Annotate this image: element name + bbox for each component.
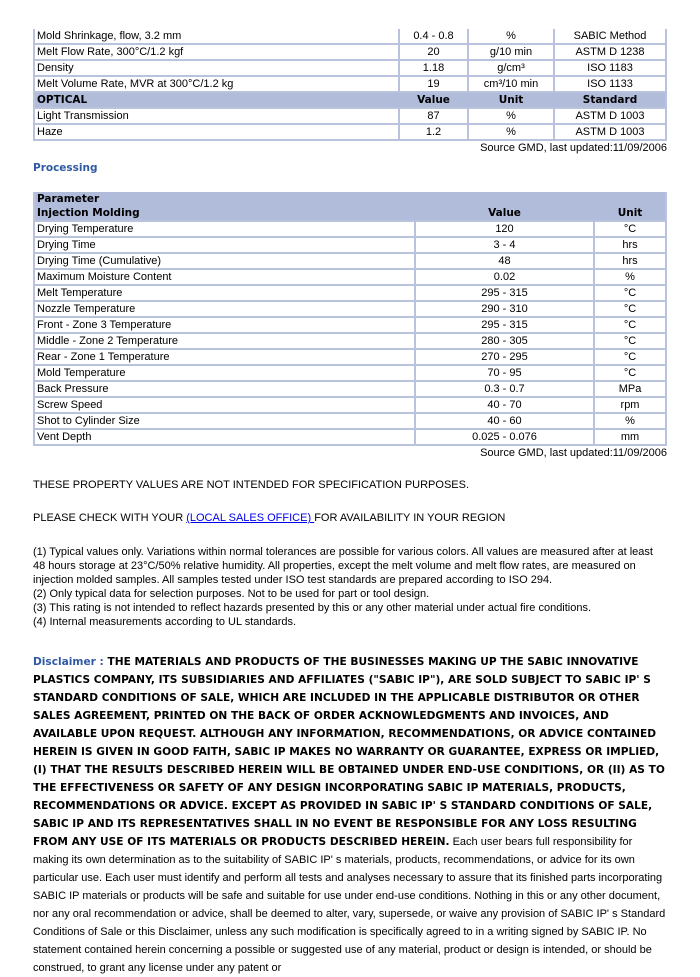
property-row <box>33 77 667 93</box>
property-unit: % <box>467 29 553 45</box>
parameter-unit: hrs <box>593 238 667 254</box>
properties-table <box>33 29 667 141</box>
local-sales-office-link[interactable]: (LOCAL SALES OFFICE) <box>186 512 315 524</box>
property-unit: g/cm³ <box>467 61 553 77</box>
parameter-value: 0.02 <box>414 270 593 286</box>
property-unit: % <box>467 125 553 141</box>
parameter-unit: °C <box>593 222 667 238</box>
parameter-value: 0.3 - 0.7 <box>414 382 593 398</box>
parameter-name: Nozzle Temperature <box>33 302 414 318</box>
processing-row <box>33 350 667 366</box>
injection-molding-header: Injection Molding <box>33 206 414 222</box>
processing-row <box>33 302 667 318</box>
parameter-name: Middle - Zone 2 Temperature <box>33 334 414 350</box>
parameter-unit: °C <box>593 334 667 350</box>
parameter-unit: rpm <box>593 398 667 414</box>
footnote-3: (3) This rating is not intended to reflect hazards presented by this or any other material under actual fire conditions. <box>33 602 592 614</box>
processing-row <box>33 238 667 254</box>
sales-office-notice <box>33 511 667 525</box>
property-row <box>33 29 667 45</box>
parameter-value: 280 - 305 <box>414 334 593 350</box>
property-unit: g/10 min <box>467 45 553 61</box>
property-standard: ASTM D 1238 <box>553 45 667 61</box>
properties-source-note: Source GMD, last updated:11/09/2006 <box>480 142 667 154</box>
property-standard: SABIC Method <box>553 29 667 45</box>
processing-row <box>33 254 667 270</box>
parameter-name: Mold Temperature <box>33 366 414 382</box>
optical-header-row <box>33 93 667 109</box>
parameter-name: Drying Time <box>33 238 414 254</box>
processing-row <box>33 334 667 350</box>
parameter-name: Back Pressure <box>33 382 414 398</box>
property-row <box>33 45 667 61</box>
parameter-unit: °C <box>593 366 667 382</box>
property-name: Mold Shrinkage, flow, 3.2 mm <box>33 29 398 45</box>
disclaimer-label: Disclaimer : <box>33 656 108 668</box>
footnote-2: (2) Only typical data for selection purposes. Not to be used for part or tool design. <box>33 588 430 600</box>
processing-row <box>33 398 667 414</box>
processing-row <box>33 366 667 382</box>
parameter-name: Drying Time (Cumulative) <box>33 254 414 270</box>
property-name: Light Transmission <box>33 109 398 125</box>
parameter-name: Melt Temperature <box>33 286 414 302</box>
property-row <box>33 125 667 141</box>
property-name: Density <box>33 61 398 77</box>
parameter-value: 3 - 4 <box>414 238 593 254</box>
datasheet-page <box>33 29 667 977</box>
parameter-value: 295 - 315 <box>414 286 593 302</box>
processing-header-top <box>33 192 667 206</box>
property-name: Melt Volume Rate, MVR at 300°C/1.2 kg <box>33 77 398 93</box>
parameter-value: 295 - 315 <box>414 318 593 334</box>
parameter-unit: hrs <box>593 254 667 270</box>
property-row <box>33 61 667 77</box>
parameter-name: Shot to Cylinder Size <box>33 414 414 430</box>
processing-row <box>33 318 667 334</box>
parameter-name: Front - Zone 3 Temperature <box>33 318 414 334</box>
property-unit: cm³/10 min <box>467 77 553 93</box>
property-name: OPTICAL <box>33 93 398 109</box>
property-value: 20 <box>398 45 467 61</box>
sales-office-suffix: FOR AVAILABILITY IN YOUR REGION <box>314 512 506 524</box>
sales-office-prefix: PLEASE CHECK WITH YOUR <box>33 512 187 524</box>
processing-row <box>33 222 667 238</box>
parameter-unit: MPa <box>593 382 667 398</box>
processing-section-title: Processing <box>33 162 98 174</box>
property-value: 0.4 - 0.8 <box>398 29 467 45</box>
footnote-4: (4) Internal measurements according to UL standards. <box>33 616 297 628</box>
parameter-unit: °C <box>593 286 667 302</box>
processing-row <box>33 430 667 446</box>
processing-source-note: Source GMD, last updated:11/09/2006 <box>480 447 667 459</box>
parameter-value: 70 - 95 <box>414 366 593 382</box>
parameter-unit: °C <box>593 318 667 334</box>
property-unit: % <box>467 109 553 125</box>
parameter-unit: % <box>593 270 667 286</box>
parameter-value: 290 - 310 <box>414 302 593 318</box>
parameter-value: 0.025 - 0.076 <box>414 430 593 446</box>
processing-row <box>33 286 667 302</box>
property-standard: ASTM D 1003 <box>553 109 667 125</box>
unit-header: Unit <box>593 206 667 222</box>
disclaimer-bold-text: THE MATERIALS AND PRODUCTS OF THE BUSINESSES MAKING UP THE SABIC INNOVATIVE PLASTICS COMPANY, ITS SUBSIDIARIES AND AFFILIATES ("SABIC IP"), ARE SOLD SUBJECT TO SABIC IP' S STANDARD CONDITIONS OF SALE, WHICH ARE INCLUDED IN THE APPLICABLE DISTRIBUTOR OR OTHER SALES AGREEMENT, PRINTED ON THE BACK OF ORDER ACKNOWLEDGMENTS AND INVOICES, AND AVAILABLE UPON REQUEST. ALTHOUGH ANY INFORMATION, RECOMMENDATIONS, OR ADVICE CONTAINED HEREIN IS GIVEN IN GOOD FAITH, SABIC IP MAKES NO WARRANTY OR GUARANTEE, EXPRESS OR IMPLIED, (I) THAT THE RESULTS DESCRIBED HEREIN WILL BE OBTAINED UNDER END-USE CONDITIONS, OR (II) AS TO THE EFFECTIVENESS OR SAFETY OF ANY DESIGN INCORPORATING SABIC IP MATERIALS, PRODUCTS, RECOMMENDATIONS OR ADVICE. EXCEPT AS PROVIDED IN SABIC IP' S STANDARD CONDITIONS OF SALE, SABIC IP AND ITS REPRESENTATIVES SHALL IN NO EVENT BE RESPONSIBLE FOR ANY LOSS RESULTING FROM ANY USE OF ITS MATERIALS OR PRODUCTS DESCRIBED HEREIN. <box>33 656 665 848</box>
processing-row <box>33 382 667 398</box>
specification-warning: THESE PROPERTY VALUES ARE NOT INTENDED FOR SPECIFICATION PURPOSES. <box>33 479 470 491</box>
parameter-name: Maximum Moisture Content <box>33 270 414 286</box>
value-header: Value <box>414 206 593 222</box>
property-standard: ISO 1133 <box>553 77 667 93</box>
parameter-name: Rear - Zone 1 Temperature <box>33 350 414 366</box>
processing-table <box>33 192 667 446</box>
property-name: Haze <box>33 125 398 141</box>
property-standard: Standard <box>553 93 667 109</box>
parameter-value: 48 <box>414 254 593 270</box>
property-value: 1.2 <box>398 125 467 141</box>
parameter-name: Vent Depth <box>33 430 414 446</box>
property-name: Melt Flow Rate, 300°C/1.2 kgf <box>33 45 398 61</box>
parameter-unit: °C <box>593 302 667 318</box>
property-value: 1.18 <box>398 61 467 77</box>
disclaimer-normal-text: Each user bears full responsibility for making its own determination as to the suitability of SABIC IP' s materials, products, recommendations, or advice for its own particular use. Each user must identify and perform all tests and analyses necessary to assure that its finished parts incorporating SABIC IP materials or products will be safe and suitable for use under end-use conditions. Nothing in this or any other document, nor any oral recommendation or advice, shall be deemed to alter, vary, supersede, or waive any provision of SABIC IP' s Standard Conditions of Sale or this Disclaimer, unless any such modification is specifically agreed to in a writing signed by SABIC IP. No statement contained herein concerning a possible or suggested use of any material, product or design is intended, or should be construed, to grant any license under any patent or <box>33 836 666 974</box>
parameter-name: Drying Temperature <box>33 222 414 238</box>
processing-row <box>33 270 667 286</box>
parameter-unit: % <box>593 414 667 430</box>
footnote-1: (1) Typical values only. Variations within normal tolerances are possible for various colors. All values are measured after at least 48 hours storage at 23°C/50% relative humidity. All properties, except the melt volume and melt flow rates, are measured on injection molded samples. All samples tested under ISO test standards are prepared according to ISO 294. <box>33 546 653 586</box>
parameter-name: Screw Speed <box>33 398 414 414</box>
property-value: Value <box>398 93 467 109</box>
disclaimer <box>33 653 667 977</box>
property-unit: Unit <box>467 93 553 109</box>
property-standard: ISO 1183 <box>553 61 667 77</box>
footnotes <box>33 545 667 629</box>
parameter-value: 270 - 295 <box>414 350 593 366</box>
processing-header-columns <box>33 206 667 222</box>
property-value: 87 <box>398 109 467 125</box>
parameter-value: 120 <box>414 222 593 238</box>
processing-row <box>33 414 667 430</box>
property-value: 19 <box>398 77 467 93</box>
parameter-unit: mm <box>593 430 667 446</box>
property-row <box>33 109 667 125</box>
parameter-value: 40 - 70 <box>414 398 593 414</box>
parameter-unit: °C <box>593 350 667 366</box>
parameter-value: 40 - 60 <box>414 414 593 430</box>
property-standard: ASTM D 1003 <box>553 125 667 141</box>
parameter-header: Parameter <box>33 192 667 206</box>
